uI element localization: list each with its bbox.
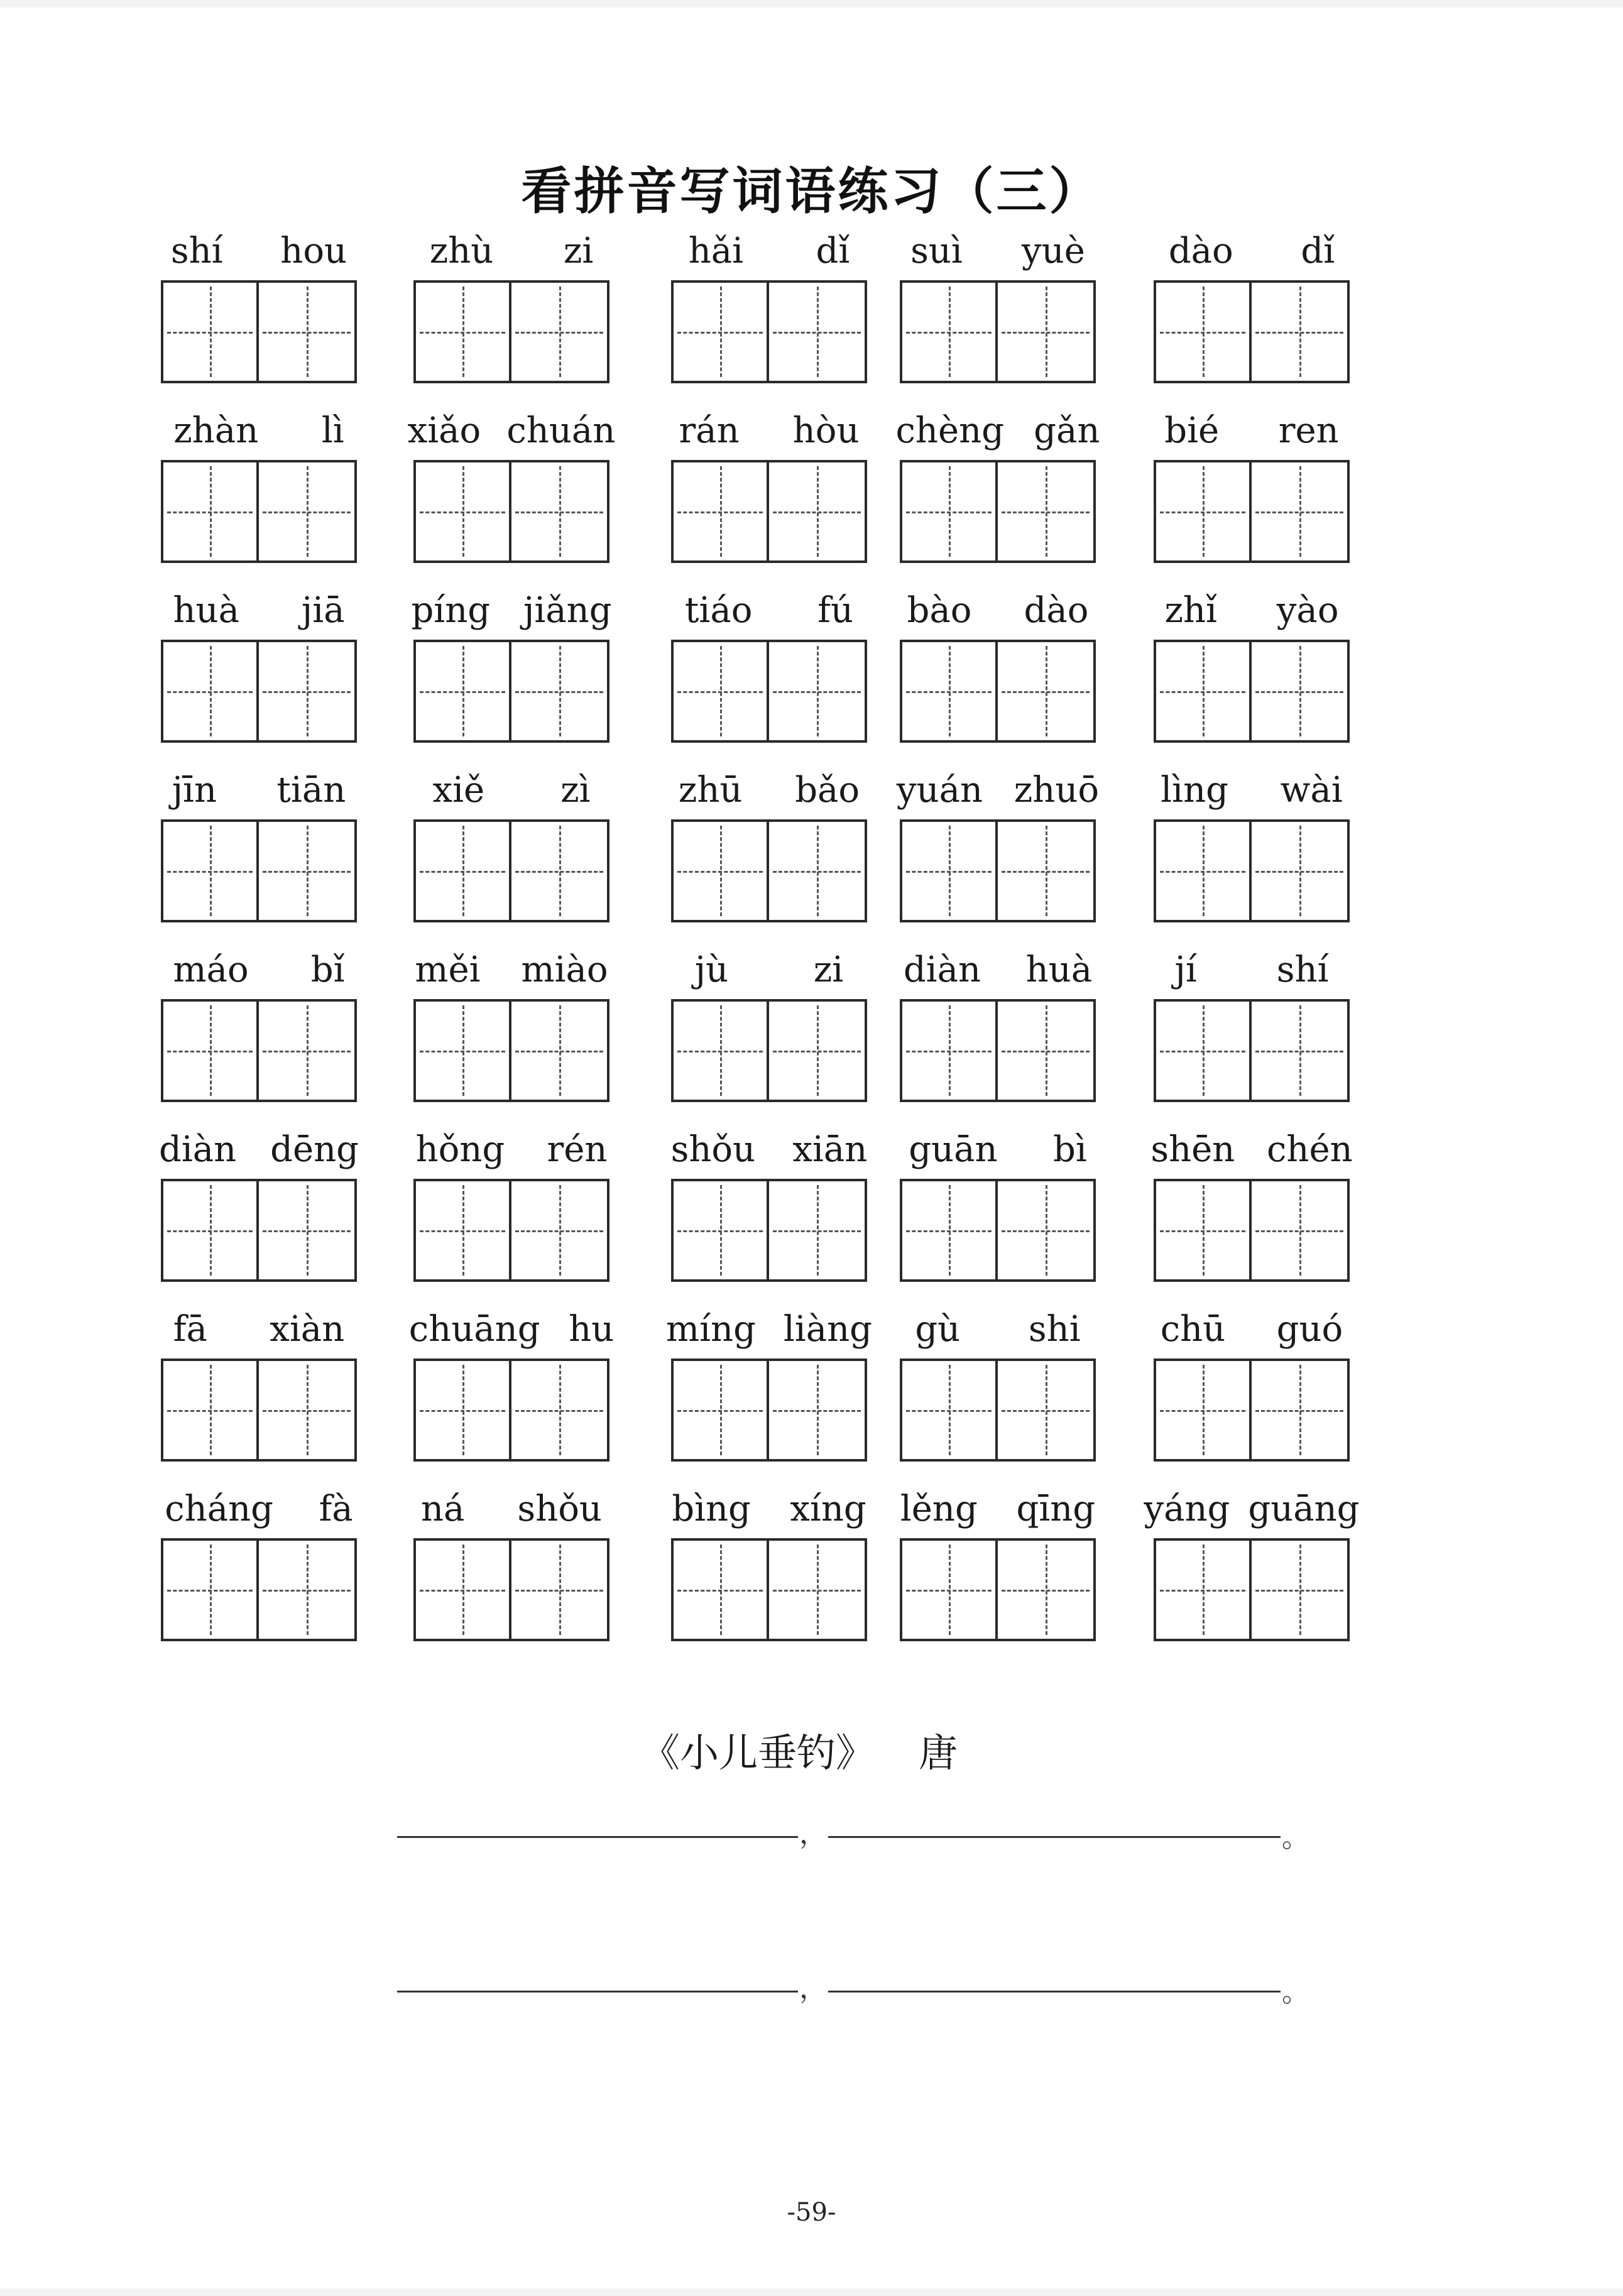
pinyin-label — [881, 1126, 1115, 1170]
pinyin-syllable: zhū — [678, 770, 743, 811]
pinyin-syllable: diàn — [158, 1129, 237, 1170]
writing-boxes — [1154, 819, 1350, 922]
tianzige-cell[interactable] — [1154, 280, 1252, 383]
tianzige-cell[interactable] — [671, 280, 769, 383]
poem-comma: ， — [799, 1972, 827, 2004]
pinyin-syllable: zhuō — [1014, 770, 1100, 811]
writing-boxes — [413, 1179, 609, 1282]
pinyin-label — [142, 767, 376, 811]
tianzige-cell[interactable] — [256, 1538, 357, 1641]
tianzige-cell[interactable] — [671, 640, 769, 743]
writing-boxes — [1154, 640, 1350, 743]
writing-boxes — [161, 280, 357, 383]
pinyin-label — [395, 1306, 628, 1350]
pinyin-label — [881, 767, 1115, 811]
pinyin-syllable: rán — [679, 410, 740, 451]
tianzige-cell[interactable] — [256, 1358, 357, 1462]
pinyin-syllable: yuán — [896, 770, 983, 811]
poem-blank-line[interactable] — [828, 1836, 1281, 1838]
pinyin-syllable: shí — [170, 231, 223, 271]
writing-boxes — [900, 1358, 1096, 1462]
pinyin-syllable: bào — [907, 590, 972, 631]
writing-boxes — [671, 1358, 867, 1462]
tianzige-cell[interactable] — [767, 280, 867, 383]
pinyin-syllable: diàn — [903, 949, 981, 990]
tianzige-cell[interactable] — [509, 460, 609, 563]
pinyin-syllable: shí — [1276, 949, 1329, 990]
tianzige-cell[interactable] — [900, 1538, 998, 1641]
pinyin-syllable: fà — [319, 1489, 353, 1529]
tianzige-cell[interactable] — [1154, 640, 1252, 743]
pinyin-syllable: guāng — [1248, 1489, 1360, 1529]
writing-boxes — [671, 280, 867, 383]
tianzige-cell[interactable] — [161, 999, 259, 1102]
writing-boxes — [161, 1179, 357, 1282]
writing-boxes — [671, 819, 867, 922]
writing-boxes — [161, 640, 357, 743]
pinyin-label — [1135, 1126, 1369, 1170]
worksheet-page — [0, 8, 1623, 2288]
pinyin-label — [652, 1485, 886, 1529]
tianzige-cell[interactable] — [161, 460, 259, 563]
pinyin-syllable: hǒng — [415, 1129, 505, 1170]
tianzige-cell[interactable] — [161, 1538, 259, 1641]
poem-dynasty: 唐 — [919, 1730, 958, 1776]
tianzige-cell[interactable] — [995, 819, 1096, 922]
writing-boxes — [900, 1538, 1096, 1641]
poem-blank-line[interactable] — [397, 1991, 798, 1993]
tianzige-cell[interactable] — [900, 280, 998, 383]
writing-boxes — [1154, 1358, 1350, 1462]
pinyin-syllable: yáng — [1144, 1489, 1230, 1529]
pinyin-syllable: shǒu — [670, 1129, 756, 1170]
tianzige-cell[interactable] — [413, 1358, 511, 1462]
pinyin-syllable: zhǐ — [1164, 590, 1217, 631]
pinyin-syllable: lì — [321, 410, 344, 451]
pinyin-label — [652, 587, 886, 631]
pinyin-syllable: dǐ — [816, 231, 850, 271]
pinyin-label — [881, 227, 1115, 271]
pinyin-syllable: jí — [1174, 949, 1197, 990]
writing-boxes — [900, 460, 1096, 563]
tianzige-cell[interactable] — [767, 1538, 867, 1641]
writing-boxes — [1154, 999, 1350, 1102]
pinyin-syllable: dào — [1024, 590, 1089, 631]
pinyin-syllable: zi — [563, 231, 594, 271]
pinyin-label — [395, 227, 628, 271]
tianzige-cell[interactable] — [1154, 819, 1252, 922]
pinyin-label — [1135, 407, 1369, 451]
tianzige-cell[interactable] — [767, 999, 867, 1102]
pinyin-label — [395, 946, 628, 990]
pinyin-syllable: yào — [1276, 590, 1339, 631]
pinyin-label — [652, 1126, 886, 1170]
tianzige-cell[interactable] — [767, 819, 867, 922]
writing-boxes — [161, 1538, 357, 1641]
writing-boxes — [413, 280, 609, 383]
pinyin-syllable: yuè — [1022, 231, 1085, 271]
tianzige-cell[interactable] — [161, 1358, 259, 1462]
pinyin-syllable: guān — [909, 1129, 998, 1170]
pinyin-syllable: tiān — [276, 770, 346, 811]
pinyin-syllable: hu — [569, 1309, 615, 1350]
pinyin-label — [1135, 227, 1369, 271]
pinyin-syllable: bǐ — [310, 949, 345, 990]
writing-boxes — [161, 819, 357, 922]
pinyin-label — [142, 946, 376, 990]
tianzige-cell[interactable] — [995, 1358, 1096, 1462]
pinyin-label — [142, 227, 376, 271]
tianzige-cell[interactable] — [1249, 460, 1350, 563]
tianzige-cell[interactable] — [995, 280, 1096, 383]
tianzige-cell[interactable] — [1154, 460, 1252, 563]
tianzige-cell[interactable] — [767, 460, 867, 563]
pinyin-syllable: bǎo — [795, 770, 860, 811]
writing-boxes — [161, 460, 357, 563]
tianzige-cell[interactable] — [161, 640, 259, 743]
pinyin-syllable: xiān — [792, 1129, 868, 1170]
pinyin-syllable: qīng — [1016, 1489, 1096, 1529]
pinyin-syllable: suì — [910, 231, 963, 271]
pinyin-syllable: huà — [173, 590, 239, 631]
pinyin-syllable: chèng — [895, 410, 1005, 451]
pinyin-syllable: ren — [1278, 410, 1339, 451]
poem-blank-line[interactable] — [828, 1991, 1281, 1993]
pinyin-label — [652, 1306, 886, 1350]
pinyin-label — [881, 1306, 1115, 1350]
pinyin-label — [1135, 946, 1369, 990]
tianzige-cell[interactable] — [256, 280, 357, 383]
tianzige-cell[interactable] — [1154, 999, 1252, 1102]
poem-comma: ， — [799, 1818, 827, 1850]
poem-period: 。 — [1282, 1822, 1309, 1854]
tianzige-cell[interactable] — [413, 640, 511, 743]
writing-boxes — [671, 999, 867, 1102]
writing-boxes — [1154, 1538, 1350, 1641]
pinyin-syllable: tiáo — [684, 590, 753, 631]
writing-boxes — [900, 280, 1096, 383]
tianzige-cell[interactable] — [1249, 999, 1350, 1102]
tianzige-cell[interactable] — [509, 819, 609, 922]
tianzige-cell[interactable] — [256, 460, 357, 563]
pinyin-syllable: jù — [694, 949, 729, 990]
pinyin-syllable: gù — [915, 1309, 961, 1350]
writing-boxes — [671, 1538, 867, 1641]
pinyin-syllable: liàng — [783, 1309, 873, 1350]
tianzige-cell[interactable] — [413, 1179, 511, 1282]
pinyin-label — [142, 1126, 376, 1170]
pinyin-label — [395, 767, 628, 811]
writing-boxes — [413, 999, 609, 1102]
tianzige-cell[interactable] — [995, 1179, 1096, 1282]
pinyin-label — [142, 1485, 376, 1529]
tianzige-cell[interactable] — [767, 1179, 867, 1282]
tianzige-cell[interactable] — [161, 1179, 259, 1282]
pinyin-word-grid — [0, 8, 1623, 1704]
pinyin-syllable: ná — [420, 1489, 465, 1529]
writing-boxes — [413, 1538, 609, 1641]
writing-boxes — [900, 640, 1096, 743]
tianzige-cell[interactable] — [413, 999, 511, 1102]
tianzige-cell[interactable] — [256, 819, 357, 922]
pinyin-label — [1135, 767, 1369, 811]
pinyin-syllable: shǒu — [517, 1489, 602, 1529]
poem-title: 《小儿垂钓》 — [641, 1730, 875, 1776]
tianzige-cell[interactable] — [767, 1358, 867, 1462]
pinyin-syllable: fā — [173, 1309, 207, 1350]
tianzige-cell[interactable] — [256, 1179, 357, 1282]
writing-boxes — [161, 999, 357, 1102]
pinyin-syllable: shi — [1028, 1309, 1081, 1350]
pinyin-syllable: xiàn — [270, 1309, 345, 1350]
tianzige-cell[interactable] — [995, 640, 1096, 743]
pinyin-syllable: měi — [415, 949, 481, 990]
pinyin-syllable: lìng — [1161, 770, 1228, 811]
pinyin-syllable: chū — [1160, 1309, 1226, 1350]
writing-boxes — [671, 640, 867, 743]
tianzige-cell[interactable] — [1154, 1179, 1252, 1282]
pinyin-syllable: dēng — [270, 1129, 359, 1170]
writing-boxes — [671, 460, 867, 563]
pinyin-syllable: xíng — [790, 1489, 866, 1529]
tianzige-cell[interactable] — [900, 999, 998, 1102]
tianzige-cell[interactable] — [1154, 1358, 1252, 1462]
tianzige-cell[interactable] — [256, 999, 357, 1102]
pinyin-label — [1135, 1485, 1369, 1529]
tianzige-cell[interactable] — [413, 1538, 511, 1641]
pinyin-syllable: gǎn — [1034, 410, 1100, 451]
pinyin-label — [652, 227, 886, 271]
writing-boxes — [413, 460, 609, 563]
poem-heading — [641, 1722, 958, 1778]
pinyin-label — [652, 767, 886, 811]
tianzige-cell[interactable] — [671, 999, 769, 1102]
tianzige-cell[interactable] — [767, 640, 867, 743]
tianzige-cell[interactable] — [1249, 819, 1350, 922]
pinyin-syllable: hou — [280, 231, 347, 271]
pinyin-syllable: zhù — [429, 231, 494, 271]
tianzige-cell[interactable] — [1249, 640, 1350, 743]
pinyin-syllable: bì — [1053, 1129, 1087, 1170]
poem-period: 。 — [1282, 1976, 1309, 2008]
tianzige-cell[interactable] — [900, 819, 998, 922]
pinyin-label — [142, 587, 376, 631]
pinyin-label — [881, 946, 1115, 990]
writing-boxes — [161, 1358, 357, 1462]
pinyin-syllable: míng — [665, 1309, 756, 1350]
pinyin-syllable: píng — [411, 590, 491, 631]
writing-boxes — [900, 819, 1096, 922]
writing-boxes — [671, 1179, 867, 1282]
pinyin-syllable: zhàn — [173, 410, 259, 451]
tianzige-cell[interactable] — [1154, 1538, 1252, 1641]
pinyin-syllable: xiǎo — [407, 410, 481, 451]
pinyin-label — [395, 1485, 628, 1529]
pinyin-syllable: bìng — [672, 1489, 751, 1529]
tianzige-cell[interactable] — [671, 460, 769, 563]
page-title: 看拼音写词语练习（三） — [521, 161, 1102, 221]
pinyin-syllable: xiě — [432, 770, 485, 811]
pinyin-syllable: cháng — [165, 1489, 274, 1529]
pinyin-syllable: dǐ — [1301, 231, 1335, 271]
tianzige-cell[interactable] — [671, 1358, 769, 1462]
tianzige-cell[interactable] — [1249, 1358, 1350, 1462]
pinyin-label — [652, 407, 886, 451]
writing-boxes — [1154, 1179, 1350, 1282]
pinyin-label — [395, 407, 628, 451]
tianzige-cell[interactable] — [995, 999, 1096, 1102]
writing-boxes — [413, 1358, 609, 1462]
pinyin-syllable: bié — [1164, 410, 1220, 451]
tianzige-cell[interactable] — [509, 640, 609, 743]
pinyin-syllable: chén — [1267, 1129, 1353, 1170]
page-number: -59- — [787, 2198, 836, 2227]
writing-boxes — [900, 1179, 1096, 1282]
pinyin-syllable: fú — [817, 590, 854, 631]
tianzige-cell[interactable] — [413, 819, 511, 922]
tianzige-cell[interactable] — [671, 819, 769, 922]
tianzige-cell[interactable] — [509, 1358, 609, 1462]
tianzige-cell[interactable] — [900, 1358, 998, 1462]
pinyin-syllable: zi — [813, 949, 844, 990]
writing-boxes — [1154, 280, 1350, 383]
tianzige-cell[interactable] — [161, 280, 259, 383]
pinyin-label — [652, 946, 886, 990]
pinyin-syllable: guó — [1276, 1309, 1343, 1350]
writing-boxes — [900, 999, 1096, 1102]
pinyin-syllable: jiǎng — [523, 590, 612, 631]
tianzige-cell[interactable] — [1249, 1179, 1350, 1282]
pinyin-syllable: wài — [1280, 770, 1343, 811]
tianzige-cell[interactable] — [671, 1538, 769, 1641]
writing-boxes — [413, 640, 609, 743]
pinyin-syllable: hǎi — [688, 231, 744, 271]
pinyin-syllable: hòu — [792, 410, 860, 451]
tianzige-cell[interactable] — [413, 460, 511, 563]
tianzige-cell[interactable] — [900, 1179, 998, 1282]
pinyin-syllable: máo — [173, 949, 249, 990]
pinyin-label — [1135, 587, 1369, 631]
writing-boxes — [413, 819, 609, 922]
tianzige-cell[interactable] — [413, 280, 511, 383]
pinyin-label — [881, 1485, 1115, 1529]
poem-blank-line[interactable] — [397, 1836, 798, 1838]
tianzige-cell[interactable] — [671, 1179, 769, 1282]
tianzige-cell[interactable] — [161, 819, 259, 922]
tianzige-cell[interactable] — [509, 280, 609, 383]
pinyin-label — [881, 587, 1115, 631]
tianzige-cell[interactable] — [256, 640, 357, 743]
tianzige-cell[interactable] — [900, 460, 998, 563]
pinyin-label — [142, 1306, 376, 1350]
pinyin-syllable: shēn — [1150, 1129, 1235, 1170]
pinyin-syllable: jīn — [172, 770, 217, 811]
pinyin-syllable: chuāng — [408, 1309, 540, 1350]
tianzige-cell[interactable] — [509, 1179, 609, 1282]
pinyin-label — [881, 407, 1115, 451]
pinyin-label — [395, 587, 628, 631]
writing-boxes — [1154, 460, 1350, 563]
pinyin-syllable: miào — [521, 949, 608, 990]
tianzige-cell[interactable] — [900, 640, 998, 743]
tianzige-cell[interactable] — [995, 460, 1096, 563]
pinyin-syllable: zì — [560, 770, 591, 811]
pinyin-syllable: rén — [547, 1129, 608, 1170]
pinyin-syllable: chuán — [506, 410, 616, 451]
tianzige-cell[interactable] — [995, 1538, 1096, 1641]
tianzige-cell[interactable] — [509, 999, 609, 1102]
tianzige-cell[interactable] — [1249, 1538, 1350, 1641]
pinyin-syllable: dào — [1168, 231, 1233, 271]
pinyin-label — [1135, 1306, 1369, 1350]
pinyin-syllable: lěng — [900, 1489, 978, 1529]
pinyin-syllable: huà — [1025, 949, 1093, 990]
pinyin-label — [395, 1126, 628, 1170]
pinyin-label — [142, 407, 376, 451]
pinyin-syllable: jiā — [301, 590, 345, 631]
tianzige-cell[interactable] — [1249, 280, 1350, 383]
tianzige-cell[interactable] — [509, 1538, 609, 1641]
